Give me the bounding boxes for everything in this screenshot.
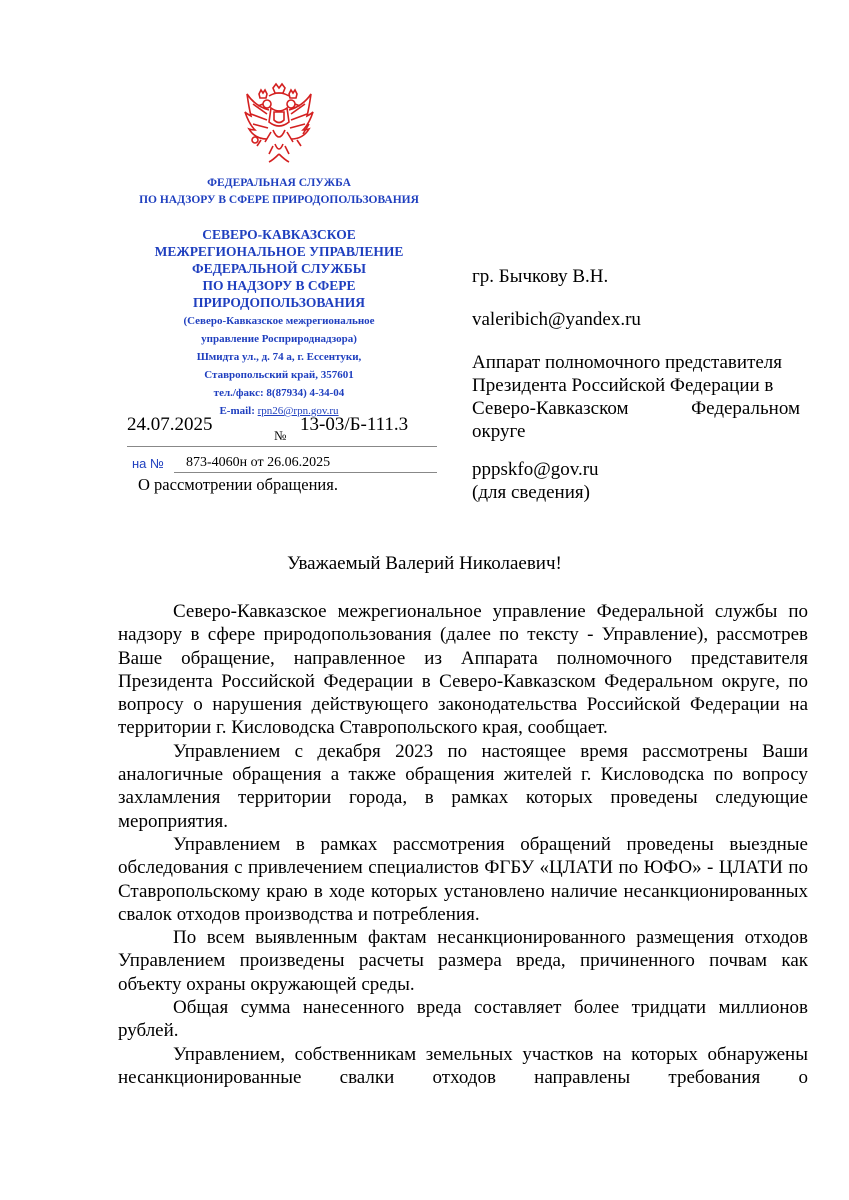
copy-recipient-line: Президента Российской Федерации в <box>472 375 774 396</box>
email-label: E-mail: <box>219 405 255 417</box>
coat-of-arms-emblem-icon <box>243 82 315 166</box>
body-paragraph: Управлением с декабря 2023 по настоящее время рассмотрены Ваши аналогичные обращения а также обращения жителей г. Кисловодска по вопросу захламления территории города, в рамках которых проведены следующие мероприятия. <box>118 740 808 832</box>
department-name-line: МЕЖРЕГИОНАЛЬНОЕ УПРАВЛЕНИЕ <box>154 244 404 259</box>
phone-line: тел./факс: 8(87934) 4-34-04 <box>213 387 345 399</box>
department-name-line: ФЕДЕРАЛЬНОЙ СЛУЖБЫ <box>192 261 366 276</box>
copy-recipient-line <box>472 397 800 420</box>
address-line: Ставропольский край, 357601 <box>204 369 354 381</box>
body-paragraph: Общая сумма нанесенного вреда составляет более тридцати миллионов рублей. <box>118 997 808 1042</box>
copy-recipient <box>472 351 800 443</box>
copy-note: (для сведения) <box>472 482 590 503</box>
number-sign: № <box>274 428 287 443</box>
short-name-line: (Северо-Кавказское межрегиональное <box>183 315 375 327</box>
copy-recipient-line: округе <box>472 421 526 442</box>
copy-recipient-line-text: Северо-Кавказском Федеральном <box>472 398 800 419</box>
addressee-name: гр. Бычкову В.Н. <box>472 266 609 287</box>
department-name-line: ПРИРОДОПОЛЬЗОВАНИЯ <box>192 295 366 310</box>
greeting: Уважаемый Валерий Николаевич! <box>287 553 562 574</box>
agency-name-line: ПО НАДЗОРУ В СФЕРЕ ПРИРОДОПОЛЬЗОВАНИЯ <box>139 194 419 206</box>
letter-body <box>118 600 808 1089</box>
copy-recipient-line: Аппарат полномочного представителя <box>472 352 783 373</box>
address-line: Шмидта ул., д. 74 а, г. Ессентуки, <box>196 351 362 363</box>
reference-label: на № <box>132 456 164 471</box>
body-paragraph: Управлением, собственникам земельных участков на которых обнаружены несанкционированные свалки отходов направлены требования о <box>118 1043 808 1088</box>
department-name-line: СЕВЕРО-КАВКАЗСКОЕ <box>202 227 356 242</box>
registration-underline <box>127 446 437 447</box>
body-paragraph: Северо-Кавказское межрегиональное управление Федеральной службы по надзору в сфере природопользования (далее по тексту - Управление), рассмотрев Ваше обращение, направленное из Аппарата полномочного представителя Президента Российской Федерации в Северо-Кавказском Федеральном округе, по вопросу о нарушения действующего законодательства Российской Федерации на территории г. Кисловодска Ставропольского края, сообщает. <box>118 601 808 739</box>
registration-number: 13-03/Б-111.3 <box>300 414 409 435</box>
department-name-line: ПО НАДЗОРУ В СФЕРЕ <box>202 278 356 293</box>
agency-name <box>120 175 438 209</box>
department-name <box>125 226 433 311</box>
addressee-email: valeribich@yandex.ru <box>472 309 641 330</box>
reference-underline <box>174 472 437 473</box>
short-name-line: управление Росприроднадзора) <box>201 333 357 345</box>
reference-text: 873-4060н от 26.06.2025 <box>186 455 331 470</box>
copy-recipient-email: pppskfo@gov.ru <box>472 459 599 480</box>
email-link[interactable]: rpn26@rpn.gov.ru <box>257 405 339 417</box>
body-paragraph: По всем выявленным фактам несанкционированного размещения отходов Управлением произведены расчеты размера вреда, причиненного почвам как объекту охраны окружающей среды. <box>118 927 808 995</box>
letter-subject: О рассмотрении обращения. <box>138 475 338 494</box>
department-contacts <box>125 312 433 420</box>
registration-date: 24.07.2025 <box>127 414 213 435</box>
agency-name-line: ФЕДЕРАЛЬНАЯ СЛУЖБА <box>207 177 351 189</box>
body-paragraph: Управлением в рамках рассмотрения обращений проведены выездные обследования с привлечением специалистов ФГБУ «ЦЛАТИ по ЮФО» - ЦЛАТИ по Ставропольскому краю в ходе которых установлено наличие несанкционированных свалок отходов производства и потребления. <box>118 833 808 925</box>
